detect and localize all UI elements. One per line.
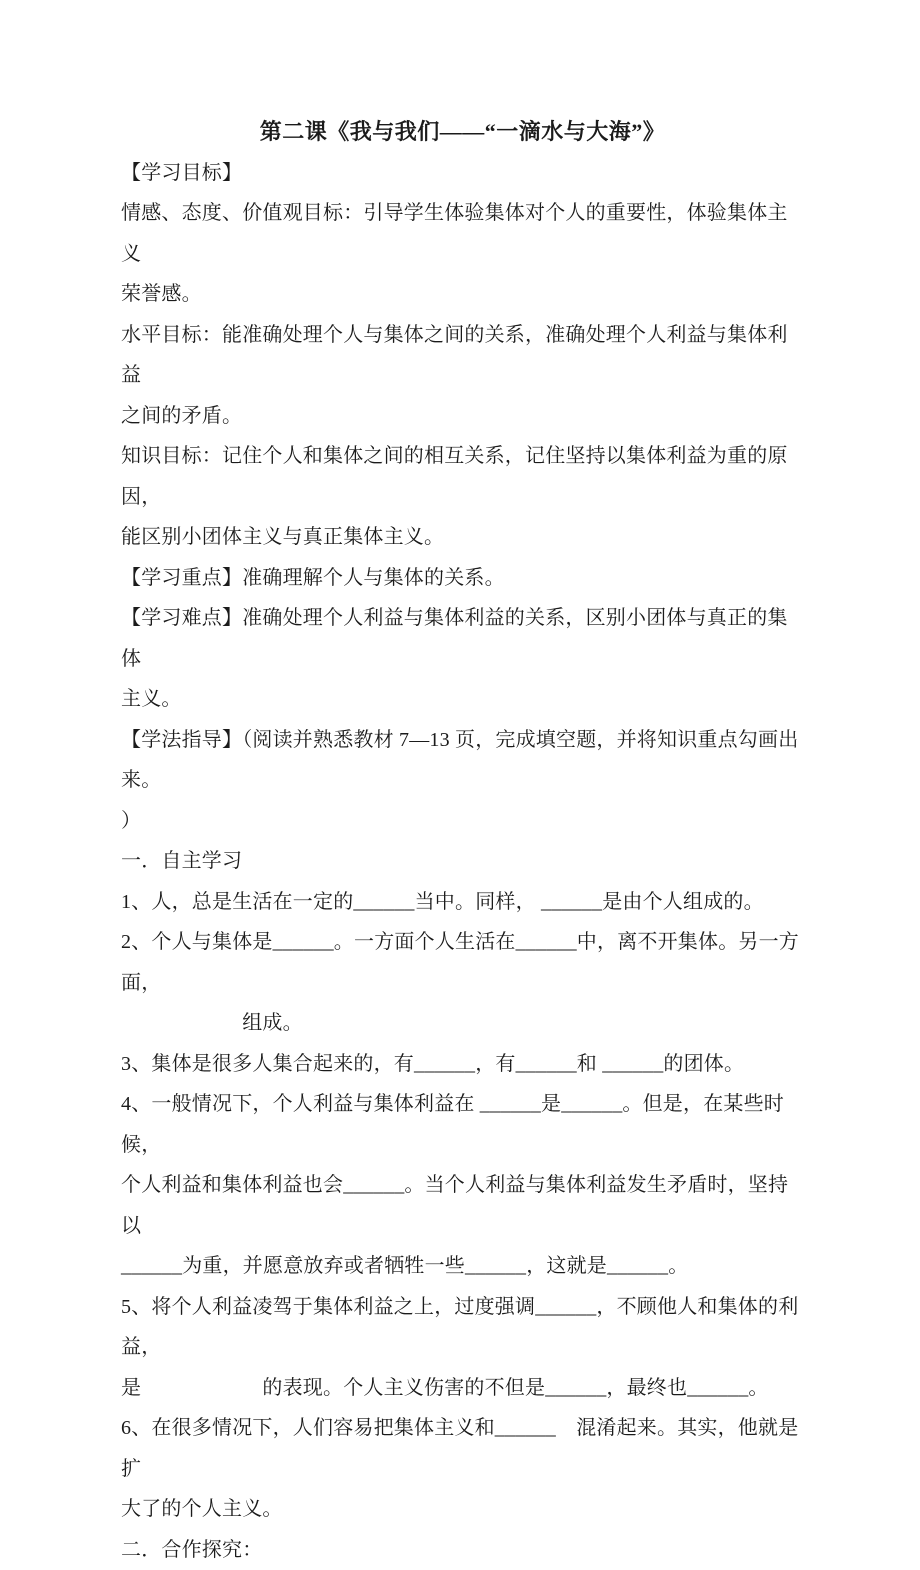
doc-line-section-2-header: 二．合作探究： [121,1530,804,1570]
doc-line: 组成。 [121,1003,804,1044]
doc-line: 水平目标：能准确处理个人与集体之间的关系，准确处理个人利益与集体利益 [121,315,804,396]
doc-line-question-6: 6、在很多情况下，人们容易把集体主义和______ 混淆起来。其实，他就是扩 [121,1408,804,1489]
doc-line-section-1-header: 一．自主学习 [121,841,804,882]
doc-line: ______为重，并愿意放弃或者牺牲一些______，这就是______。 [121,1246,804,1287]
doc-line: 知识目标：记住个人和集体之间的相互关系，记住坚持以集体利益为重的原因， [121,436,804,517]
doc-line-key-point: 【学习重点】准确理解个人与集体的关系。 [121,558,804,599]
doc-line: ） [121,801,804,842]
doc-line: 能区别小团体主义与真正集体主义。 [121,517,804,558]
doc-line: 情感、态度、价值观目标：引导学生体验集体对个人的重要性，体验集体主义 [121,193,804,274]
doc-line-study-guide: 【学法指导】（阅读并熟悉教材 7—13 页，完成填空题，并将知识重点勾画出来。 [121,720,804,801]
doc-line: 之间的矛盾。 [121,396,804,437]
doc-line: 是 的表现。个人主义伤害的不但是______，最终也______。 [121,1368,804,1409]
doc-line-learning-goals-header: 【学习目标】 [121,153,804,194]
document-title: 第二课《我与我们——“一滴水与大海”》 [121,112,804,153]
doc-line-question-4: 4、一般情况下，个人利益与集体利益在 ______是______。但是，在某些时候， [121,1084,804,1165]
doc-line: 荣誉感。 [121,274,804,315]
doc-line: 个人利益和集体利益也会______。当个人利益与集体利益发生矛盾时，坚持以 [121,1165,804,1246]
doc-line: 大了的个人主义。 [121,1489,804,1530]
doc-line-question-3: 3、集体是很多人集合起来的，有______，有______和 ______的团体。 [121,1044,804,1085]
doc-line-question-1: 1、人，总是生活在一定的______当中。同样， ______是由个人组成的。 [121,882,804,923]
doc-line-difficult-point: 【学习难点】准确处理个人利益与集体利益的关系，区别小团体与真正的集体 [121,598,804,679]
doc-line-question-2: 2、个人与集体是______。一方面个人生活在______中，离不开集体。另一方面， [121,922,804,1003]
doc-line: 主义。 [121,679,804,720]
doc-line-question-5: 5、将个人利益凌驾于集体利益之上，过度强调______，不顾他人和集体的利益， [121,1287,804,1368]
